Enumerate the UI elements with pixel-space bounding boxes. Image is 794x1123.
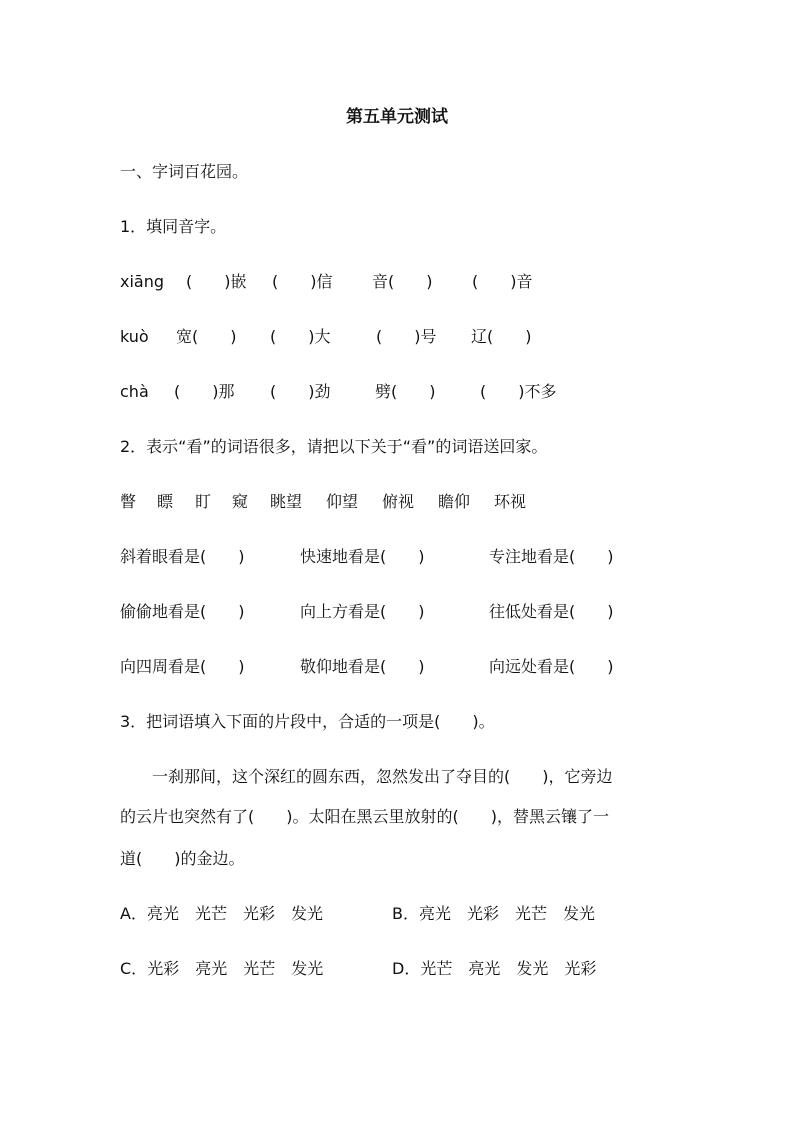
word-bank-item: 窥 (232, 492, 249, 511)
fill-blank-item: ( )嵌 (186, 272, 247, 291)
fill-blank-item: 敬仰地看是( ) (300, 657, 425, 676)
option-label: A． (120, 904, 147, 923)
option-words: 光芒 亮光 发光 光彩 (420, 959, 597, 978)
fill-blank-item: ( )音 (472, 272, 533, 291)
word-bank-item: 俯视 (382, 492, 415, 511)
passage-line: 的云片也突然有了( )。太阳在黑云里放射的( )，替黑云镶了一 (120, 807, 609, 826)
option-label: D． (392, 959, 421, 978)
word-bank-item: 瞥 (120, 492, 137, 511)
fill-blank-item: ( )大 (270, 327, 331, 346)
fill-blank-item: ( )信 (272, 272, 333, 291)
pinyin-label: kuò (120, 327, 149, 346)
fill-blank-item: 辽( ) (471, 327, 532, 346)
word-bank-item: 瞻仰 (438, 492, 471, 511)
fill-blank-item: 向远处看是( ) (489, 657, 614, 676)
option-label: C． (120, 959, 148, 978)
word-bank-item: 环视 (494, 492, 527, 511)
fill-blank-item: 宽( ) (176, 327, 237, 346)
fill-blank-item: ( )劲 (270, 382, 331, 401)
fill-blank-item: 专注地看是( ) (489, 547, 614, 566)
fill-blank-item: 偷偷地看是( ) (120, 602, 245, 621)
option-words: 亮光 光彩 光芒 发光 (418, 904, 595, 923)
page-title: 第五单元测试 (346, 107, 448, 127)
fill-blank-item: 向四周看是( ) (120, 657, 245, 676)
word-bank-item: 瞟 (157, 492, 174, 511)
pinyin-label: xiāng (120, 272, 165, 291)
option-d (392, 959, 596, 979)
fill-blank-item: 向上方看是( ) (300, 602, 425, 621)
fill-blank-item: 斜着眼看是( ) (120, 547, 245, 566)
option-a (120, 904, 323, 924)
word-bank-item: 盯 (195, 492, 212, 511)
option-label: B． (392, 904, 419, 923)
word-bank-item: 眺望 (270, 492, 303, 511)
fill-blank-item: 劈( ) (375, 382, 436, 401)
fill-blank-item: 音( ) (372, 272, 433, 291)
section-heading: 一、字词百花园。 (120, 162, 249, 181)
word-bank-item: 仰望 (326, 492, 359, 511)
pinyin-label: chà (120, 382, 149, 401)
question-1-prompt: 1．填同音字。 (120, 217, 227, 236)
passage-line: 一刹那间，这个深红的圆东西，忽然发出了夺目的( )，它旁边 (120, 767, 613, 786)
fill-blank-item: ( )那 (174, 382, 235, 401)
fill-blank-item: 快速地看是( ) (300, 547, 425, 566)
fill-blank-item: ( )号 (376, 327, 437, 346)
fill-blank-item: 往低处看是( ) (489, 602, 614, 621)
question-2-prompt: 2．表示“看”的词语很多，请把以下关于“看”的词语送回家。 (120, 437, 548, 456)
option-b (392, 904, 595, 924)
question-3-prompt: 3．把词语填入下面的片段中，合适的一项是( )。 (120, 712, 495, 731)
option-words: 亮光 光芒 光彩 发光 (146, 904, 323, 923)
fill-blank-item: ( )不多 (480, 382, 557, 401)
option-words: 光彩 亮光 光芒 发光 (147, 959, 324, 978)
passage-line: 道( )的金边。 (120, 849, 245, 868)
option-c (120, 959, 323, 979)
